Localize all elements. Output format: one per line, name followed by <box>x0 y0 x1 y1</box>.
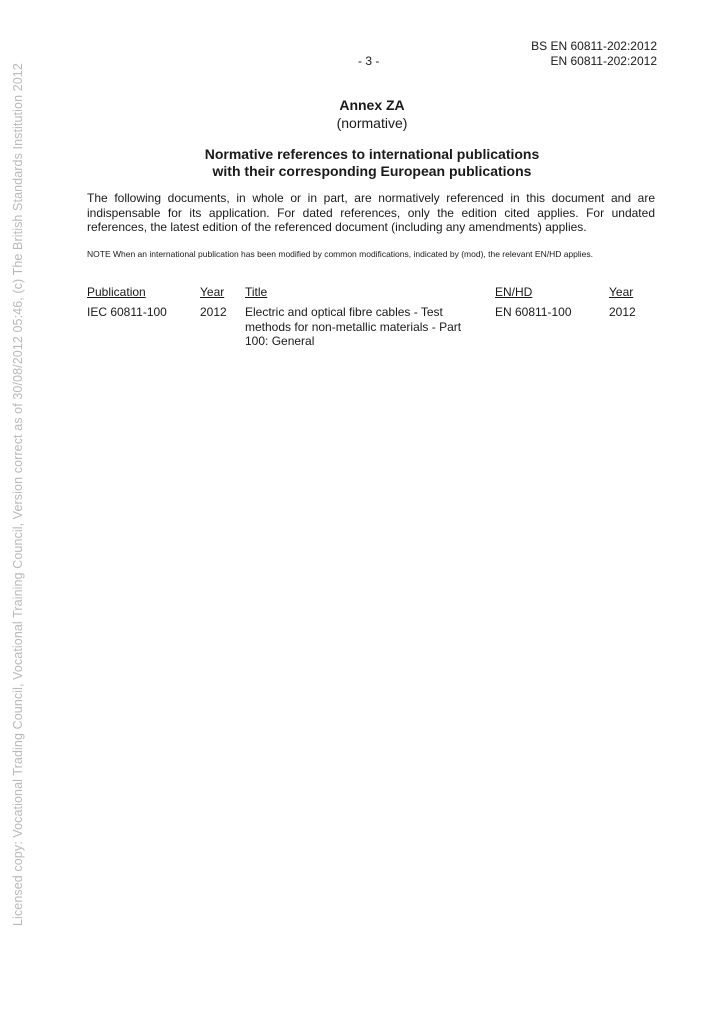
row-en-year: 2012 <box>609 305 636 319</box>
section-heading-line2: with their corresponding European publications <box>212 163 532 179</box>
section-heading <box>0 146 724 180</box>
column-header-en-year: Year <box>609 285 634 299</box>
column-header-publication: Publication <box>87 285 146 299</box>
column-header-year: Year <box>200 285 225 299</box>
intro-paragraph: The following documents, in whole or in part, are normatively referenced in this document and are indispensable for its application. For dated references, only the edition cited applies. For undated references, the latest edition of the referenced document (including any amendments) applies. <box>87 191 655 234</box>
standard-id-en: EN 60811-202:2012 <box>550 54 657 68</box>
column-header-title: Title <box>245 285 268 299</box>
page-number: - 3 - <box>358 54 380 68</box>
row-year: 2012 <box>200 305 227 319</box>
note-paragraph: NOTE When an international publication has been modified by common modifications, indicated by (mod), the relevant EN/HD applies. <box>87 249 594 259</box>
license-watermark: Licensed copy: Vocational Trading Council, Vocational Training Council, Version correct as of 30/08/2012 05:46, (c) The British Standards Institution 2012 <box>11 63 25 926</box>
annex-subtitle: (normative) <box>336 115 408 131</box>
column-header-en-hd: EN/HD <box>495 285 533 299</box>
section-heading-line1: Normative references to international publications <box>204 146 540 162</box>
standard-id-bs: BS EN 60811-202:2012 <box>531 39 657 53</box>
standard-identifier <box>531 39 657 69</box>
row-publication: IEC 60811-100 <box>87 305 167 319</box>
annex-title: Annex ZA <box>339 97 405 113</box>
row-en-hd: EN 60811-100 <box>495 305 572 319</box>
row-title: Electric and optical fibre cables - Test methods for non-metallic materials - Part 100: General <box>245 305 462 348</box>
